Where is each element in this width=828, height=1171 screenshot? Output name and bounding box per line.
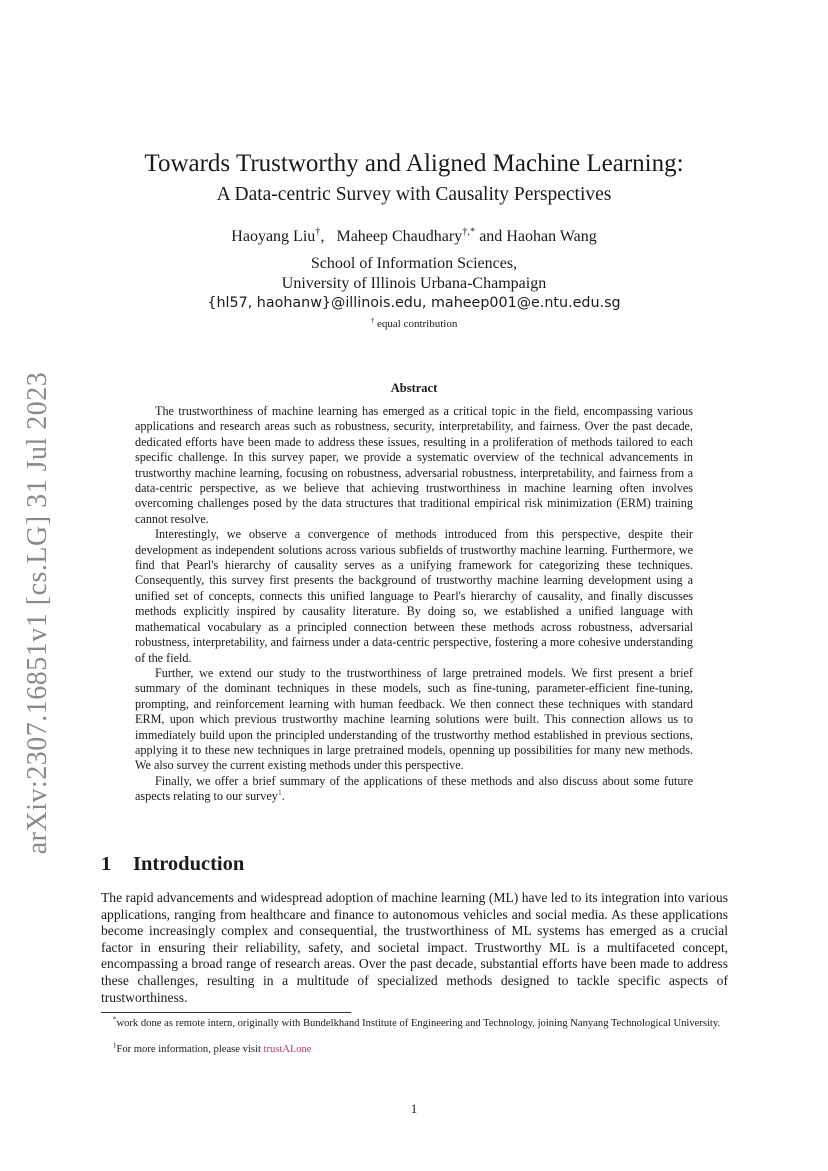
footnote-ref-1[interactable]: 1 (277, 788, 282, 798)
author-1-mark: † (315, 226, 321, 238)
author-2: Maheep Chaudhary (336, 228, 463, 245)
footnote-1-mark: * (113, 1016, 117, 1024)
footnote-rule (101, 1012, 351, 1013)
section-title: Introduction (133, 853, 245, 875)
page-number: 1 (410, 1101, 418, 1116)
footnote-2-mark: 1 (113, 1042, 117, 1050)
trustai-link[interactable]: trustAI.one (263, 1044, 312, 1055)
equal-contribution-note (0, 318, 828, 330)
footnote-1-text: work done as remote intern, originally with Bundelkhand Institute of Engineering and Technology, joining Nanyang Technological University. (116, 1018, 721, 1029)
abstract-p4-text: Finally, we offer a brief summary of the applications of these methods and also discuss about some future aspects relating to our survey (135, 773, 693, 804)
abstract-paragraph-3: Further, we extend our study to the trustworthiness of large pretrained models. We first present a brief summary of the dominant techniques in these models, such as fine-tuning, parameter-efficient fine-tuning, prompting, and reinforcement learning with human feedback. We then connect these techniques with standard ERM, upon which previous trustworthy machine learning solutions were built. This connection allows us to immediately build upon the principled understanding of the trustworthy method established in previous sections, applying it to these new techniques in large pretrained models, openning up possibilities for many new methods. We also survey the current existing methods under this perspective. (135, 665, 693, 773)
introduction-paragraph: The rapid advancements and widespread adoption of machine learning (ML) have led to its integration into various applications, ranging from healthcare and finance to autonomous vehicles and social media. As these applications become increasingly complex and consequential, the trustworthiness of ML systems has emerged as a crucial factor in ensuring their reliability, safety, and societal impact. Trustworthy ML is a multifaceted concept, encompassing a broad range of research areas. Over the past decade, substantial efforts have been made to address these challenges, resulting in a multitude of specialized methods designed to tackle specific aspects of trustworthiness. (101, 890, 728, 1005)
author-list: Haoyang Liu†, Maheep Chaudhary†,* and Haohan Wang (231, 226, 597, 245)
paper-title-line1: Towards Trustworthy and Aligned Machine Learning: (144, 150, 684, 177)
equal-contribution-text: equal contribution (374, 318, 458, 330)
footnote-2-text: For more information, please visit (116, 1044, 264, 1055)
footnote-1 (101, 1017, 728, 1030)
footnote-2 (101, 1043, 728, 1056)
abstract-paragraph-1: The trustworthiness of machine learning has emerged as a critical topic in the field, encompassing various applications and research areas such as robustness, security, interpretability, and fairness. Over the past decade, dedicated efforts have been made to address these issues, resulting in a proliferation of methods tailored to each specific challenge. In this survey paper, we provide a systematic overview of the technical advancements in trustworthy machine learning, focusing on robustness, adversarial robustness, interpretability, and fairness from a data-centric perspective, as we believe that achieving trustworthiness in machine learning often involves overcoming challenges posed by the data structures that traditional empirical risk minimization (ERM) training cannot resolve. (135, 404, 693, 526)
section-heading (101, 853, 244, 876)
section-number: 1 (101, 853, 112, 875)
author-1: Haoyang Liu (231, 228, 316, 245)
author-emails: {hl57, haohanw}@illinois.edu, maheep001@e.ntu.edu.sg (207, 295, 621, 311)
equal-contribution-mark: † (370, 316, 375, 325)
author-3: Haohan Wang (506, 228, 597, 245)
affiliation-line2: University of Illinois Urbana-Champaign (281, 275, 547, 292)
author-and: and (475, 228, 507, 245)
abstract-paragraph-2: Interestingly, we observe a convergence of methods introduced from this perspective, despite their development as independent solutions across various subfields of trustworthy machine learning. Furthermore, we find that Pearl's hierarchy of causality serves as a unifying framework for categorizing these techniques. Consequently, this survey first presents the background of trustworthy machine learning development using a unified set of concepts, connects this unified language to Pearl's hierarchy of causality, and finally discusses methods explicitly inspired by causality literature. By doing so, we established a unified language with mathematical vocabulary as a principled connection between these methods across robustness, adversarial robustness, interpretability, and fairness under a data-centric perspective, fostering a more cohesive understanding of the field. (135, 527, 693, 665)
arxiv-id: arXiv:2307.16851v1 [cs.LG] 31 Jul 2023 (22, 371, 53, 854)
abstract-body (135, 404, 693, 805)
paper-title-line2: A Data-centric Survey with Causality Perspectives (216, 184, 612, 205)
arxiv-sidebar-stamp (22, 371, 53, 854)
abstract-heading: Abstract (390, 381, 438, 395)
author-2-mark: †,* (462, 226, 476, 238)
abstract-p4-end: . (281, 789, 285, 804)
abstract-paragraph-4 (135, 774, 693, 805)
affiliation-line1: School of Information Sciences, (310, 255, 518, 272)
